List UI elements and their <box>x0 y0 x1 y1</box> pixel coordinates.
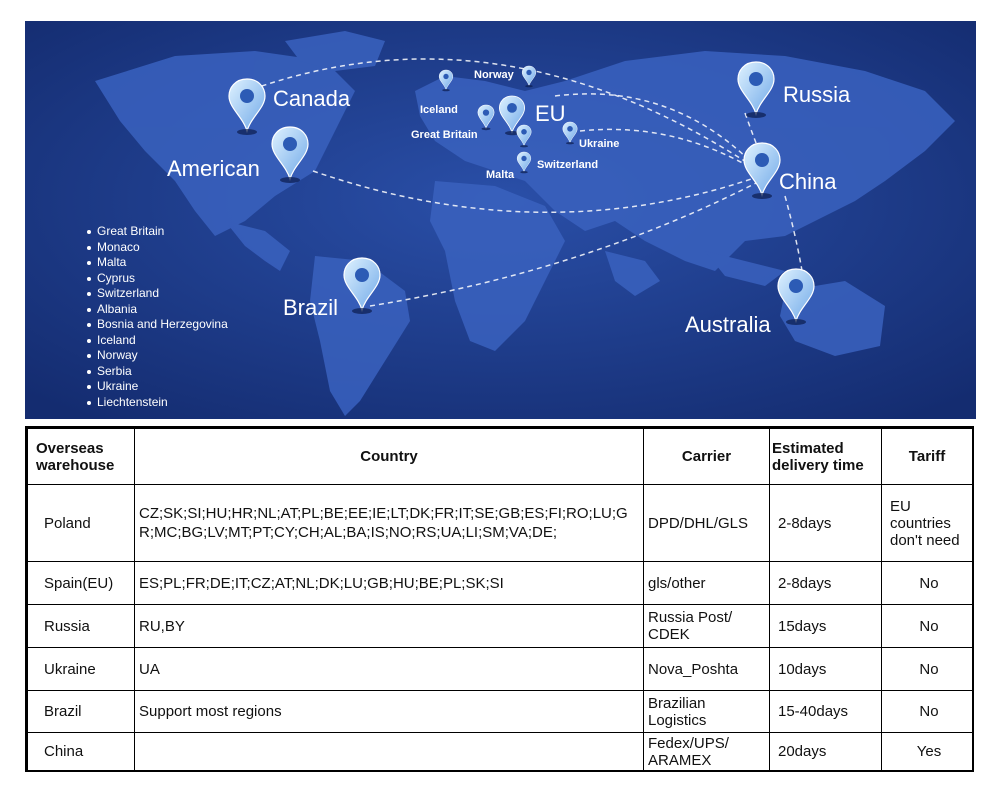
cell-tariff: EU countries don't need <box>882 485 973 562</box>
cell-tariff: No <box>882 562 973 605</box>
label-american: American <box>167 156 260 181</box>
header-country: Country <box>135 429 644 485</box>
cell-tariff: No <box>882 648 973 691</box>
header-overseas-warehouse: Overseas warehouse <box>28 429 135 485</box>
label-great-britain: Great Britain <box>411 129 478 141</box>
label-iceland: Iceland <box>420 104 458 116</box>
cell-country: UA <box>135 648 644 691</box>
cell-carrier: gls/other <box>644 562 770 605</box>
legend-item: Liechtenstein <box>85 395 228 411</box>
cell-carrier: Russia Post/ CDEK <box>644 605 770 648</box>
cell-delivery-time: 10days <box>770 648 882 691</box>
cell-country: CZ;SK;SI;HU;HR;NL;AT;PL;BE;EE;IE;LT;DK;FR;IT;SE;GB;ES;FI;RO;LU;GR;MC;BG;LV;MT;PT;CY;CH;AL;BA;IS;NO;RS;UA;LI;SM;VA;DE; <box>135 485 644 562</box>
label-canada: Canada <box>273 86 351 111</box>
cell-carrier: Nova_Poshta <box>644 648 770 691</box>
cell-delivery-time: 15days <box>770 605 882 648</box>
cell-tariff: No <box>882 691 973 733</box>
cell-country: Support most regions <box>135 691 644 733</box>
cell-country: RU,BY <box>135 605 644 648</box>
legend-item: Serbia <box>85 364 228 380</box>
cell-delivery-time: 2-8days <box>770 485 882 562</box>
header-tariff: Tariff <box>882 429 973 485</box>
table-header-row <box>28 429 973 485</box>
legend-item: Malta <box>85 255 228 271</box>
label-malta: Malta <box>486 169 515 181</box>
table-row <box>28 605 973 648</box>
label-ukraine: Ukraine <box>579 138 620 150</box>
table-row <box>28 733 973 771</box>
legend-item: Ukraine <box>85 379 228 395</box>
label-russia: Russia <box>783 82 851 107</box>
table-row <box>28 485 973 562</box>
label-switzerland: Switzerland <box>537 159 599 171</box>
cell-country <box>135 733 644 771</box>
cell-carrier: Fedex/UPS/ ARAMEX <box>644 733 770 771</box>
cell-delivery-time: 20days <box>770 733 882 771</box>
cell-tariff: Yes <box>882 733 973 771</box>
label-eu: EU <box>535 101 566 126</box>
cell-warehouse: Russia <box>28 605 135 648</box>
cell-warehouse: Ukraine <box>28 648 135 691</box>
legend-item: Iceland <box>85 333 228 349</box>
cell-warehouse: Brazil <box>28 691 135 733</box>
table-row <box>28 562 973 605</box>
legend-item: Norway <box>85 348 228 364</box>
header-delivery-time: Estimated delivery time <box>770 429 882 485</box>
legend-item: Albania <box>85 302 228 318</box>
cell-warehouse: China <box>28 733 135 771</box>
shipping-table-container <box>25 426 974 772</box>
label-norway: Norway <box>474 69 514 81</box>
table-row <box>28 648 973 691</box>
legend-item: Monaco <box>85 240 228 256</box>
cell-country: ES;PL;FR;DE;IT;CZ;AT;NL;DK;LU;GB;HU;BE;PL;SK;SI <box>135 562 644 605</box>
cell-delivery-time: 2-8days <box>770 562 882 605</box>
label-china: China <box>779 169 837 194</box>
legend-item: Great Britain <box>85 224 228 240</box>
cell-tariff: No <box>882 605 973 648</box>
table-row <box>28 691 973 733</box>
legend-item: Cyprus <box>85 271 228 287</box>
label-australia: Australia <box>685 312 771 337</box>
legend-item: Bosnia and Herzegovina <box>85 317 228 333</box>
cell-carrier: DPD/DHL/GLS <box>644 485 770 562</box>
cell-delivery-time: 15-40days <box>770 691 882 733</box>
cell-carrier: Brazilian Logistics <box>644 691 770 733</box>
country-legend <box>85 224 228 410</box>
shipping-table <box>27 428 973 771</box>
header-carrier: Carrier <box>644 429 770 485</box>
world-map-banner <box>25 21 976 419</box>
cell-warehouse: Poland <box>28 485 135 562</box>
cell-warehouse: Spain(EU) <box>28 562 135 605</box>
legend-item: Switzerland <box>85 286 228 302</box>
label-brazil: Brazil <box>283 295 339 320</box>
